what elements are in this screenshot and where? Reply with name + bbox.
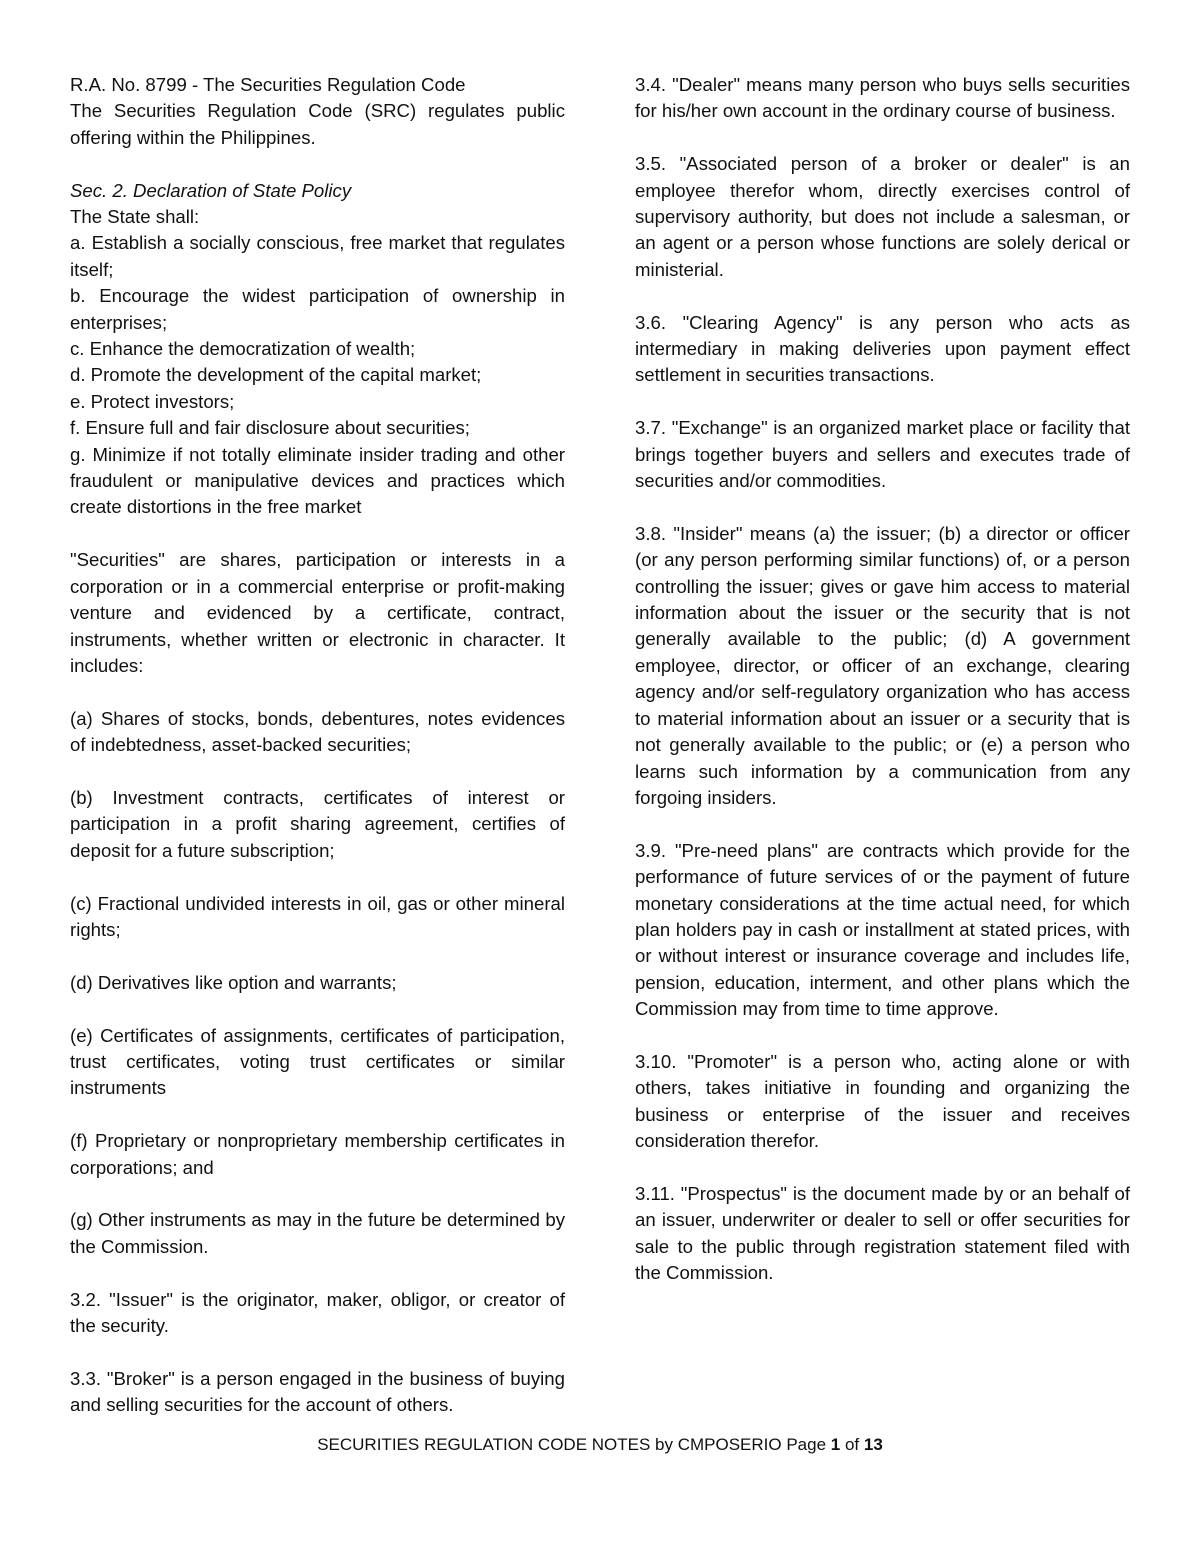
definition-3-3-broker: 3.3. "Broker" is a person engaged in the business of buying and selling securities for the account of others.: [70, 1367, 565, 1416]
securities-definition: "Securities" are shares, participation or interests in a corporation or in a commercial enterprise or profit-making venture and evidenced by a certificate, contract, instruments, whether written or electronic in character. It includes:: [70, 549, 565, 676]
securities-item-a: (a) Shares of stocks, bonds, debentures, notes evidences of indebtedness, asset-backed securities;: [70, 707, 565, 756]
policy-item-a: a. Establish a socially conscious, free market that regulates itself;: [70, 232, 565, 280]
definition-3-4-dealer: 3.4. "Dealer" means many person who buys sells securities for his/her own account in the ordinary course of business.: [635, 74, 1130, 122]
definition-3-8-insider: 3.8. "Insider" means (a) the issuer; (b) a director or officer (or any person performing similar functions) of, or a person controlling the issuer; gives or gave him access to material information about the issuer or the security that is not generally available to the public; (d) A government employee, director, or officer of an exchange, clearing agency and/or self-regulatory organization who has access to material information about an issuer or a security that is not generally available to the public; or (e) a person who learns such information by a communication from any forgoing insiders.: [635, 522, 1130, 808]
page-footer: [0, 1433, 1200, 1457]
securities-item-g: (g) Other instruments as may in the future be determined by the Commission.: [70, 1209, 565, 1257]
policy-item-f: f. Ensure full and fair disclosure about securities;: [70, 417, 470, 439]
footer-total-pages: 13: [863, 1435, 883, 1454]
intro-paragraph: The Securities Regulation Code (SRC) regulates public offering within the Philippines.: [70, 100, 565, 148]
section-2-title: Sec. 2. Declaration of State Policy: [70, 179, 352, 201]
footer-of-text: of: [840, 1435, 864, 1454]
securities-item-d: (d) Derivatives like option and warrants;: [70, 971, 397, 993]
right-column: [635, 72, 1130, 1287]
policy-item-d: d. Promote the development of the capital market;: [70, 364, 482, 386]
policy-item-e: e. Protect investors;: [70, 390, 235, 412]
definition-3-10-promoter: 3.10. "Promoter" is a person who, acting alone or with others, takes initiative in founding and organizing the business or enterprise of the issuer and receives consideration therefor.: [635, 1050, 1130, 1152]
definition-3-11-prospectus: 3.11. "Prospectus" is the document made by or an behalf of an issuer, underwriter or dealer to sell or offer securities for sale to the public through registration statement filed with the Commission.: [635, 1182, 1130, 1284]
policy-item-g: g. Minimize if not totally eliminate insider trading and other fraudulent or manipulative devices and practices which create distortions in the free market: [70, 443, 565, 518]
securities-item-e: (e) Certificates of assignments, certificates of participation, trust certificates, voting trust certificates or similar instruments: [70, 1024, 565, 1099]
definition-3-9-pre-need-plans: 3.9. "Pre-need plans" are contracts which provide for the performance of future services of or the payment of future monetary considerations at the time actual need, for which plan holders pay in cash or installment at stated prices, with or without interest or insurance coverage and includes life, pension, education, interment, and other plans which the Commission may from time to time approve.: [635, 839, 1130, 1020]
footer-text: SECURITIES REGULATION CODE NOTES by CMPOSERIO Page: [317, 1435, 831, 1454]
definition-3-2-issuer: 3.2. "Issuer" is the originator, maker, obligor, or creator of the security.: [70, 1288, 565, 1336]
document-title: R.A. No. 8799 - The Securities Regulation Code: [70, 74, 466, 95]
policy-item-c: c. Enhance the democratization of wealth;: [70, 338, 416, 360]
policy-item-b: b. Encourage the widest participation of ownership in enterprises;: [70, 285, 565, 333]
definition-3-6-clearing-agency: 3.6. "Clearing Agency" is any person who acts as intermediary in making deliveries upon payment effect settlement in securities transactions.: [635, 311, 1130, 386]
section-2-intro: The State shall:: [70, 206, 200, 228]
definition-3-7-exchange: 3.7. "Exchange" is an organized market place or facility that brings together buyers and sellers and executes trade of securities and/or commodities.: [635, 417, 1130, 492]
left-column: [70, 72, 565, 1419]
securities-item-f: (f) Proprietary or nonproprietary membership certificates in corporations; and: [70, 1130, 565, 1178]
footer-page-number: 1: [830, 1435, 841, 1454]
securities-item-c: (c) Fractional undivided interests in oil, gas or other mineral rights;: [70, 892, 565, 940]
definition-3-5-associated-person: 3.5. "Associated person of a broker or dealer" is an employee therefor whom, directly exercises control of supervisory authority, but does not include a salesman, or an agent or a person whose functions are solely derical or ministerial.: [635, 153, 1130, 280]
securities-item-b: (b) Investment contracts, certificates of interest or participation in a profit sharing agreement, certifies of deposit for a future subscription;: [70, 786, 565, 861]
